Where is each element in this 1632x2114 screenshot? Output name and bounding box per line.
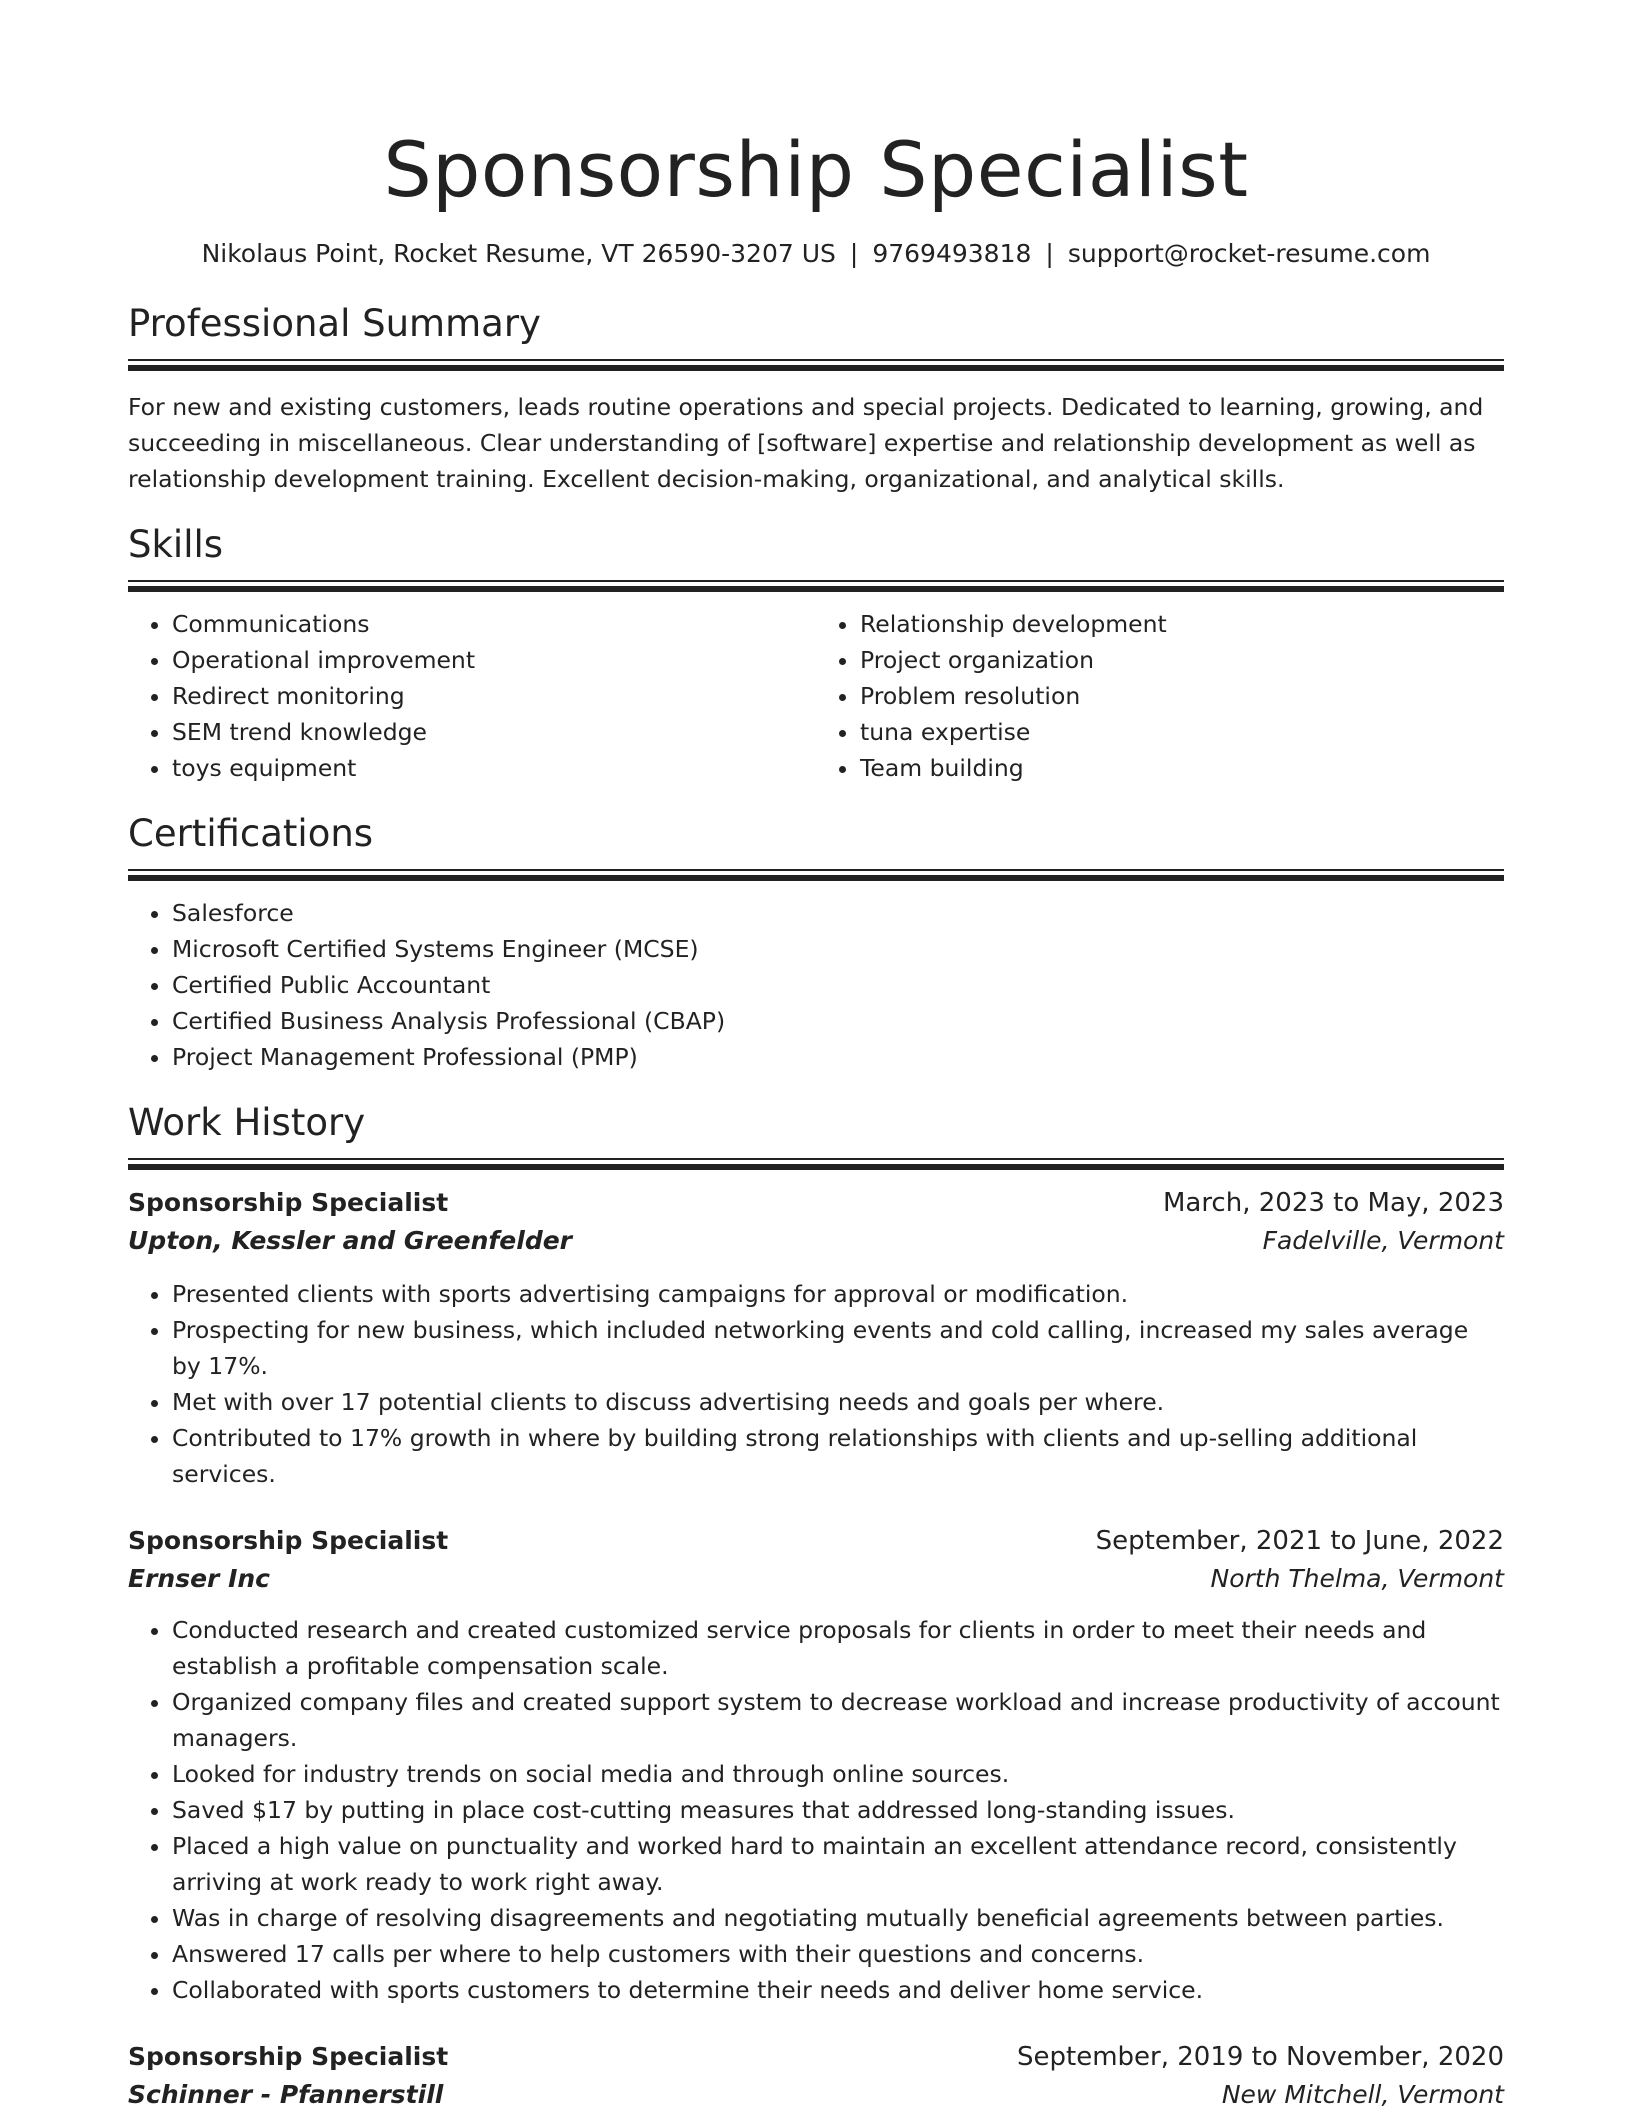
skill-item: • tuna expertise — [860, 714, 1504, 750]
skill-item: • Team building — [860, 750, 1504, 786]
job-bullet: • Looked for industry trends on social media and through online sources. — [172, 1756, 1504, 1792]
summary-text: For new and existing customers, leads routine operations and special projects. Dedicated to learning, growing, and succeeding in miscellaneous. Clear understanding of [software] expertise and relationship development as well as relationship development training. Excellent decision-making, organizational, and analytical skills. — [128, 393, 1484, 493]
skills-section — [128, 523, 1504, 786]
job-entry — [128, 2038, 1504, 2114]
job-location: New Mitchell, Vermont — [1221, 2080, 1504, 2109]
certification-item: • Microsoft Certified Systems Engineer (MCSE) — [172, 931, 1504, 967]
job-bullet: • Saved $17 by putting in place cost-cutting measures that addressed long-standing issues. — [172, 1792, 1504, 1828]
contact-separator: | — [849, 239, 859, 268]
certifications-section — [128, 812, 1504, 1075]
job-bullets — [128, 1612, 1504, 2008]
section-rule — [128, 359, 1504, 371]
contact-line — [128, 238, 1504, 270]
job-title: Sponsorship Specialist — [128, 1188, 449, 1217]
section-rule — [128, 869, 1504, 881]
skills-list-right — [816, 606, 1504, 786]
skill-item: • Operational improvement — [172, 642, 816, 678]
job-title: Sponsorship Specialist — [128, 1526, 449, 1555]
job-entry — [128, 1184, 1504, 1492]
skill-item: • Communications — [172, 606, 816, 642]
job-bullet: • Contributed to 17% growth in where by building strong relationships with clients and up-selling additional services. — [172, 1420, 1504, 1492]
skill-item: • toys equipment — [172, 750, 816, 786]
job-company: Schinner - Pfannerstill — [128, 2080, 444, 2109]
job-location: Fadelville, Vermont — [1262, 1226, 1504, 1255]
skill-item: • Problem resolution — [860, 678, 1504, 714]
job-location: North Thelma, Vermont — [1210, 1564, 1504, 1593]
job-header-row — [128, 1184, 1504, 1222]
job-dates: March, 2023 to May, 2023 — [1162, 1188, 1504, 1218]
section-rule — [128, 1158, 1504, 1170]
job-company: Ernser Inc — [128, 1564, 270, 1593]
job-header-row — [128, 1522, 1504, 1560]
summary-heading: Professional Summary — [128, 302, 541, 345]
certification-item: • Certified Business Analysis Professional (CBAP) — [172, 1003, 1504, 1039]
job-title: Sponsorship Specialist — [128, 2042, 449, 2071]
job-subheader-row — [128, 1222, 1504, 1260]
certifications-heading: Certifications — [128, 812, 374, 855]
job-header-row — [128, 2038, 1504, 2076]
job-company: Upton, Kessler and Greenfelder — [128, 1226, 573, 1255]
certifications-list — [128, 895, 1504, 1075]
resume-page — [128, 0, 1504, 2114]
job-bullets — [128, 1276, 1504, 1492]
job-bullet: • Placed a high value on punctuality and worked hard to maintain an excellent attendance record, consistently arriving at work ready to work right away. — [172, 1828, 1504, 1900]
skill-item: • Project organization — [860, 642, 1504, 678]
skills-list-left — [128, 606, 816, 786]
job-entry — [128, 1522, 1504, 2008]
skill-item: • SEM trend knowledge — [172, 714, 816, 750]
resume-title: Sponsorship Specialist — [383, 125, 1249, 214]
job-subheader-row — [128, 1560, 1504, 1598]
job-bullet: • Was in charge of resolving disagreements and negotiating mutually beneficial agreements between parties. — [172, 1900, 1504, 1936]
job-dates: September, 2021 to June, 2022 — [1095, 1526, 1504, 1556]
section-rule — [128, 580, 1504, 592]
job-bullet: • Collaborated with sports customers to determine their needs and deliver home service. — [172, 1972, 1504, 2008]
job-bullet: • Prospecting for new business, which included networking events and cold calling, increased my sales average by 17%. — [172, 1312, 1504, 1384]
summary-section — [128, 302, 1504, 497]
contact-email: support@rocket-resume.com — [1067, 239, 1431, 268]
contact-phone: 9769493818 — [872, 239, 1032, 268]
job-bullet: • Organized company files and created support system to decrease workload and increase productivity of account managers. — [172, 1684, 1504, 1756]
skills-grid — [128, 606, 1504, 786]
certification-item: • Certified Public Accountant — [172, 967, 1504, 1003]
work-history-heading: Work History — [128, 1101, 366, 1144]
job-dates: September, 2019 to November, 2020 — [1017, 2042, 1504, 2072]
job-bullet: • Answered 17 calls per where to help customers with their questions and concerns. — [172, 1936, 1504, 1972]
certification-item: • Salesforce — [172, 895, 1504, 931]
skill-item: • Relationship development — [860, 606, 1504, 642]
job-subheader-row — [128, 2076, 1504, 2114]
certification-item: • Project Management Professional (PMP) — [172, 1039, 1504, 1075]
work-history-section — [128, 1101, 1504, 2114]
skills-heading: Skills — [128, 523, 224, 566]
skill-item: • Redirect monitoring — [172, 678, 816, 714]
job-bullet: • Conducted research and created customized service proposals for clients in order to meet their needs and establish a profitable compensation scale. — [172, 1612, 1504, 1684]
job-bullet: • Presented clients with sports advertising campaigns for approval or modification. — [172, 1276, 1504, 1312]
contact-address: Nikolaus Point, Rocket Resume, VT 26590-3207 US — [201, 239, 836, 268]
job-bullet: • Met with over 17 potential clients to discuss advertising needs and goals per where. — [172, 1384, 1504, 1420]
contact-separator: | — [1045, 239, 1054, 268]
